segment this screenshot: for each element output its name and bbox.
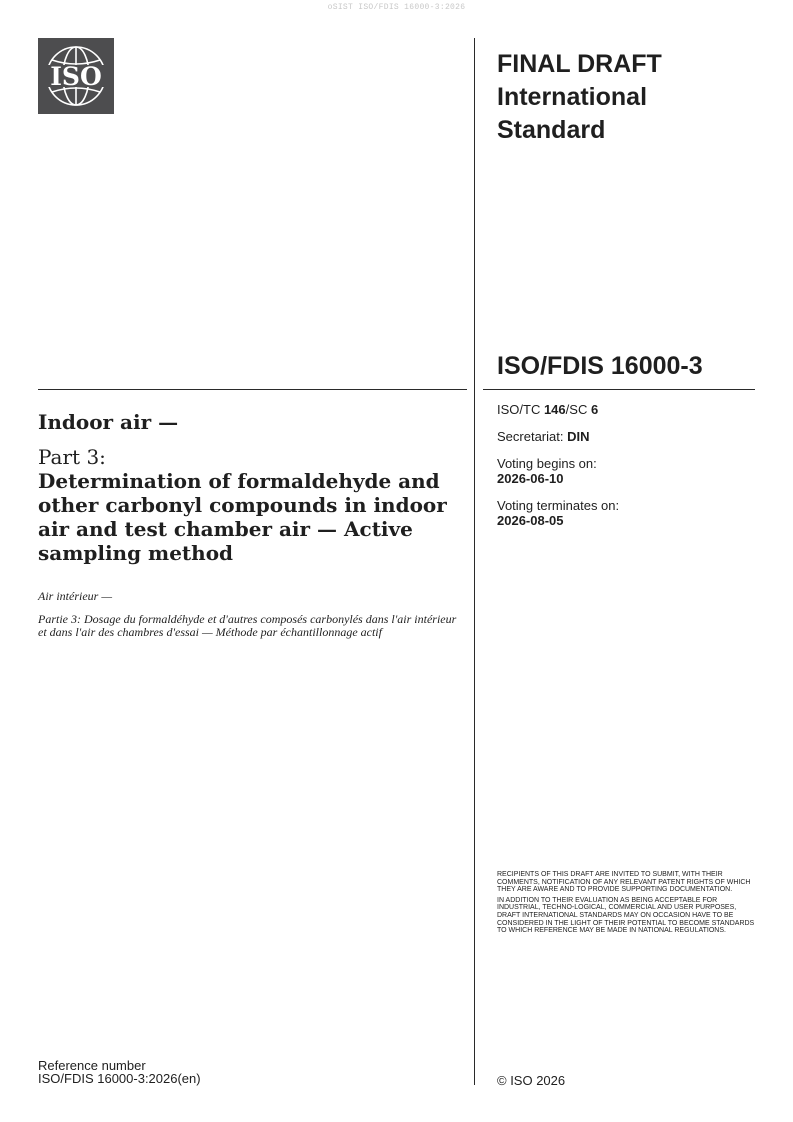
french-title-main: Partie 3: Dosage du formaldéhyde et d'autres composés carbonylés dans l'air intérieur et dans l'air des chambres d'essai — Méthode par échantillonnage actif: [38, 612, 457, 639]
copyright: © ISO 2026: [497, 1073, 566, 1088]
french-title: [38, 590, 458, 639]
title-intro: Indoor air —: [38, 410, 179, 434]
watermark: oSIST ISO/FDIS 16000-3:2026: [327, 3, 466, 12]
notice-paragraph-1: RECIPIENTS OF THIS DRAFT ARE INVITED TO SUBMIT, WITH THEIR COMMENTS, NOTIFICATION OF ANY RELEVANT PATENT RIGHTS OF WHICH THEY ARE AWARE AND TO PROVIDE SUPPORTING DOCUMENTATION.: [497, 871, 751, 894]
secretariat-label: Secretariat:: [497, 429, 568, 444]
document-title: [38, 409, 458, 565]
final-draft-label: FINAL DRAFT: [497, 50, 662, 78]
notice-paragraph-2: IN ADDITION TO THEIR EVALUATION AS BEING ACCEPTABLE FOR INDUSTRIAL, TECHNO-LOGICAL, COMMERCIAL AND USER PURPOSES, DRAFT INTERNATIONAL STANDARDS MAY ON OCCASION HAVE TO BE CONSIDERED IN THE LIGHT OF THEIR POTENTIAL TO BECOME STANDARDS TO WHICH REFERENCE MAY BE MADE IN NATIONAL REGULATIONS.: [497, 896, 755, 935]
technical-committee: [497, 402, 757, 417]
voting-begins-date: 2026-06-10: [497, 471, 564, 486]
voting-terminates-label: Voting terminates on:: [497, 498, 620, 513]
secretariat: [497, 429, 757, 444]
title-part: Part 3:: [38, 445, 106, 469]
standard-label: Standard: [497, 116, 606, 144]
voting-begins-label: Voting begins on:: [497, 456, 597, 471]
iso-logo: [38, 38, 114, 114]
horizontal-divider-left: [38, 389, 467, 390]
voting-begins: [497, 456, 757, 486]
tc-number: 146: [543, 402, 566, 417]
reference-label: Reference number: [38, 1058, 146, 1073]
tc-prefix: ISO/TC: [497, 402, 544, 417]
committee-info: [497, 402, 757, 540]
title-main: Determination of formaldehyde and other carbonyl compounds in indoor air and test chamber air — Active sampling method: [38, 469, 447, 565]
voting-terminates-date: 2026-08-05: [497, 513, 564, 528]
horizontal-divider-right: [483, 389, 755, 390]
reference-value: ISO/FDIS 16000-3:2026(en): [38, 1071, 201, 1086]
french-title-intro: Air intérieur —: [38, 589, 112, 603]
iso-globe-icon: [38, 38, 114, 114]
secretariat-value: DIN: [567, 429, 590, 444]
draft-notice: [497, 871, 759, 938]
document-stage-heading: [497, 48, 757, 147]
reference-number: [38, 1059, 201, 1085]
sc-number: 6: [590, 402, 599, 417]
voting-terminates: [497, 498, 757, 528]
sc-prefix: /SC: [565, 402, 591, 417]
iso-logo-text: ISO: [50, 62, 102, 91]
vertical-divider: [474, 38, 475, 1085]
standard-number: ISO/FDIS 16000-3: [497, 352, 703, 380]
international-label: International: [497, 83, 648, 111]
